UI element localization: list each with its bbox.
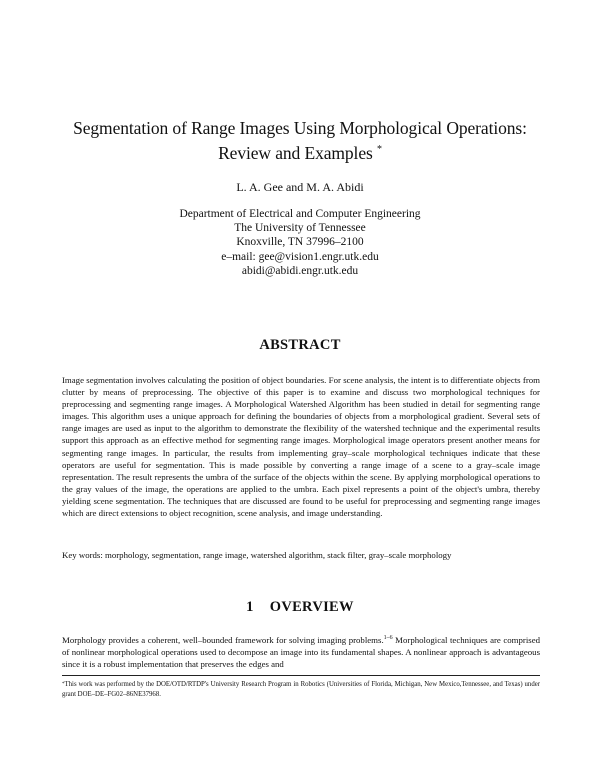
footnote-text: This work was performed by the DOE/OTD/RTDP's University Research Program in Robotics (Universities of Florida, Michigan, New Mexico,Tennessee, and Texas) under grant DOE–DE–FG02–86NE37968. bbox=[62, 681, 540, 698]
abstract-text: Image segmentation involves calculating the position of object boundaries. For scene analysis, the intent is to differentiate objects from clutter by means of preprocessing. The objective of this paper is to examine and discuss two morphological techniques for preprocessing and segmenting range images. A Morphological Watershed Algorithm has been studied in detail for segmenting range images. This algorithm uses a unique approach for defining the boundaries of objects from a morphological gradient. Several sets of range images are used as input to the algorithm to demonstrate the flexibility of the watershed technique and the experimental results support this approach as an effective method for segmenting range images. Morphological image operators present another means for segmenting range images. In particular, the results from implementing gray–scale morphological techniques indicate that these operators are useful for segmentation. This is made possible by converting a range image of a scene to a gray–scale image representation. The result represents the umbra of the surface of the objects within the scene. By applying morphological operations to the gray values of the image, the operations are applied to the umbra. Each pixel represents a point of the object's umbra, thereby yielding scene segmentation. The techniques that are discussed are found to be useful for preprocessing and segmenting range images which are direct extensions to object recognition, scene analysis, and image understanding. bbox=[62, 375, 540, 519]
body-text-rest: Morphological techniques are comprised of nonlinear morphological operations used to decompose an image into its fundamental shapes. A nonlinear approach is advantageous since it is a robust implementation that preserves the edges and bbox=[62, 635, 540, 670]
authors: L. A. Gee and M. A. Abidi bbox=[236, 180, 364, 194]
footnote bbox=[62, 680, 540, 699]
affiliation-address: Knoxville, TN 37996–2100 bbox=[236, 236, 364, 249]
affiliation-university: The University of Tennessee bbox=[234, 222, 366, 235]
overview-body bbox=[62, 634, 540, 670]
abstract-heading: ABSTRACT bbox=[259, 337, 341, 353]
section-heading-overview bbox=[40, 599, 560, 616]
affiliation bbox=[40, 207, 560, 278]
footnote-rule bbox=[62, 675, 540, 676]
affiliation-email-gee: e–mail: gee@vision1.engr.utk.edu bbox=[221, 250, 379, 263]
section-number: 1 bbox=[246, 599, 254, 615]
citation-ref: 1–6 bbox=[383, 635, 393, 642]
affiliation-email-abidi: abidi@abidi.engr.utk.edu bbox=[241, 264, 359, 277]
body-text-start: Morphology provides a coherent, well–bounded framework for solving imaging problems. bbox=[62, 635, 384, 645]
title-line-2-text: Review and Examples bbox=[218, 142, 373, 163]
paper-title bbox=[40, 117, 560, 164]
affiliation-department: Department of Electrical and Computer Engineering bbox=[179, 208, 421, 220]
title-line-1: Segmentation of Range Images Using Morphological Operations: bbox=[73, 118, 527, 138]
title-footnote-mark: * bbox=[376, 144, 382, 155]
overview-paragraph bbox=[62, 634, 540, 670]
title-line-2 bbox=[40, 139, 560, 164]
keywords: Key words: morphology, segmentation, range image, watershed algorithm, stack filter, gray–scale morphology bbox=[62, 550, 452, 560]
footnote-mark: * bbox=[62, 682, 65, 687]
section-title: OVERVIEW bbox=[269, 599, 354, 615]
abstract-body bbox=[62, 374, 540, 519]
